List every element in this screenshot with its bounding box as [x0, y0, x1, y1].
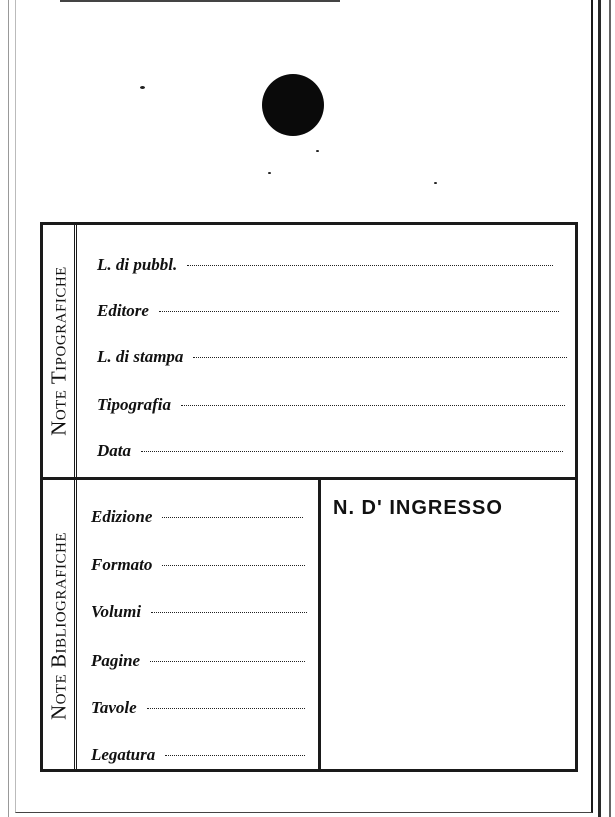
field-label: L. di stampa	[97, 347, 184, 366]
field-volumi	[91, 602, 307, 622]
fill-line	[151, 611, 307, 613]
field-data	[97, 441, 563, 461]
fill-line	[193, 356, 567, 358]
section-divider	[43, 477, 575, 480]
field-label: Formato	[91, 555, 153, 574]
ink-speck	[268, 172, 271, 174]
field-tavole	[91, 698, 305, 718]
fill-line	[162, 564, 305, 566]
ink-speck	[140, 86, 145, 89]
section-label-column-bottom	[43, 480, 77, 772]
field-label: Edizione	[91, 507, 153, 526]
field-label: Tavole	[91, 698, 137, 717]
field-label: L. di pubbl.	[97, 255, 178, 274]
field-label: Data	[97, 441, 131, 460]
section-label-bibliografiche: Note Bibliografiche	[46, 531, 70, 721]
field-label: Legatura	[91, 745, 156, 764]
fill-line	[141, 450, 563, 452]
card-left-edge	[8, 0, 9, 817]
field-editore	[97, 301, 559, 321]
field-edizione	[91, 507, 303, 527]
accession-number-label: N. D' INGRESSO	[333, 497, 503, 519]
fill-line	[159, 310, 559, 312]
section-label-tipografiche: Note Tipografiche	[46, 266, 70, 436]
ink-speck	[434, 182, 437, 184]
field-luogo-pubblicazione	[97, 255, 553, 275]
section-label-column-top	[43, 225, 77, 477]
fill-line	[150, 660, 305, 662]
field-luogo-stampa	[97, 347, 567, 367]
field-label: Tipografia	[97, 395, 171, 414]
fill-line	[187, 264, 553, 266]
card-right-edge	[598, 0, 601, 817]
field-label: Editore	[97, 301, 149, 320]
field-formato	[91, 555, 305, 575]
record-form	[40, 222, 578, 772]
ink-speck	[316, 150, 319, 152]
column-divider	[318, 480, 321, 772]
punch-hole	[262, 74, 324, 136]
field-label: Volumi	[91, 602, 142, 621]
fill-line	[181, 404, 565, 406]
field-pagine	[91, 651, 305, 671]
field-legatura	[91, 745, 305, 765]
fill-line	[162, 516, 303, 518]
fill-line	[147, 707, 305, 709]
fill-line	[165, 754, 305, 756]
field-label: Pagine	[91, 651, 141, 670]
field-tipografia	[97, 395, 565, 415]
card-outer-edge	[609, 0, 611, 817]
